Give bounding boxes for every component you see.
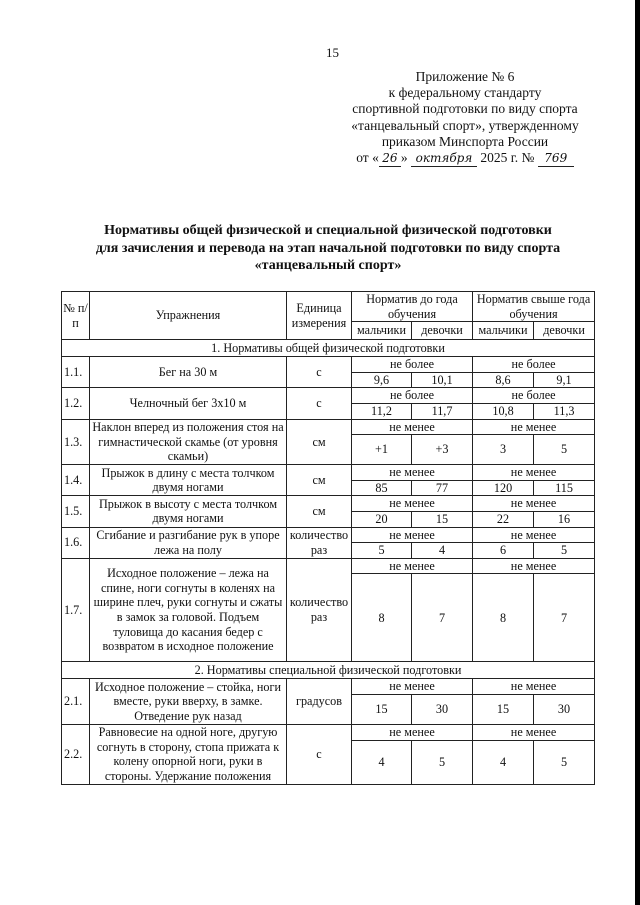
annex-line: «танцевальный спорт», утвержденному xyxy=(351,117,579,133)
value-cell: 16 xyxy=(534,511,595,527)
annex-line: Приложение № 6 xyxy=(415,69,515,84)
row-condition: не менее xyxy=(352,527,473,543)
handwritten-month: октября xyxy=(411,150,477,167)
row-unit: с xyxy=(287,724,352,784)
value-cell: 10,8 xyxy=(473,403,534,419)
value-cell: 10,1 xyxy=(412,372,473,388)
value-cell: 7 xyxy=(412,574,473,662)
value-cell: +1 xyxy=(352,435,412,465)
row-num: 1.2. xyxy=(62,388,90,419)
row-condition: не менее xyxy=(352,465,473,481)
row-condition: не менее xyxy=(473,724,595,740)
row-unit: градусов xyxy=(287,679,352,725)
row-num: 1.1. xyxy=(62,357,90,388)
row-unit: с xyxy=(287,357,352,388)
value-cell: 4 xyxy=(473,740,534,784)
row-condition: не менее xyxy=(473,679,595,695)
value-cell: 115 xyxy=(534,480,595,496)
header-num: № п/п xyxy=(62,292,90,340)
handwritten-day: 26 xyxy=(379,150,401,167)
annex-date-line: от « 26 » октября 2025 г. № 769 xyxy=(330,150,600,167)
row-unit: количество раз xyxy=(287,527,352,558)
value-cell: 120 xyxy=(473,480,534,496)
header-girls: девочки xyxy=(534,322,595,340)
document-title: Нормативы общей физической и специальной физической подготовки для зачисления и перевода на этап начальной подготовки по виду спорта «танцевальный спорт» xyxy=(95,223,561,273)
row-condition: не более xyxy=(473,357,595,373)
row-num: 1.3. xyxy=(62,419,90,465)
row-unit: количество раз xyxy=(287,558,352,662)
row-unit: с xyxy=(287,388,352,419)
header-girls: девочки xyxy=(412,322,473,340)
header-unit: Единица измерения xyxy=(287,292,352,340)
value-cell: 4 xyxy=(412,543,473,559)
annex-line: спортивной подготовки по виду спорта xyxy=(352,101,578,117)
header-group-after-first-year: Норматив свыше года обучения xyxy=(473,292,595,322)
value-cell: 5 xyxy=(534,435,595,465)
value-cell: 15 xyxy=(352,694,412,724)
scan-edge xyxy=(635,0,640,905)
row-num: 2.1. xyxy=(62,679,90,725)
value-cell: 9,1 xyxy=(534,372,595,388)
value-cell: 3 xyxy=(473,435,534,465)
section-title: 1. Нормативы общей физической подготовки xyxy=(62,340,595,357)
value-cell: 30 xyxy=(412,694,473,724)
row-condition: не менее xyxy=(352,724,473,740)
row-condition: не более xyxy=(352,357,473,373)
value-cell: 5 xyxy=(412,740,473,784)
row-num: 1.5. xyxy=(62,496,90,527)
header-boys: мальчики xyxy=(352,322,412,340)
value-cell: 15 xyxy=(412,511,473,527)
value-cell: 77 xyxy=(412,480,473,496)
section-title: 2. Нормативы специальной физической подготовки xyxy=(62,662,595,679)
page-number: 15 xyxy=(326,45,339,60)
value-cell: +3 xyxy=(412,435,473,465)
row-exercise: Челночный бег 3х10 м xyxy=(90,388,287,419)
value-cell: 11,7 xyxy=(412,403,473,419)
row-exercise: Исходное положение – лежа на спине, ноги согнуты в коленях на ширине плеч, руки согнуты и сжаты в замок за головой. Подъем туловища до касания бедер с возвратом в исходное положение xyxy=(90,558,287,662)
row-condition: не менее xyxy=(352,558,473,574)
value-cell: 20 xyxy=(352,511,412,527)
row-num: 1.7. xyxy=(62,558,90,662)
value-cell: 6 xyxy=(473,543,534,559)
value-cell: 8,6 xyxy=(473,372,534,388)
row-exercise: Бег на 30 м xyxy=(90,357,287,388)
row-condition: не менее xyxy=(352,419,473,435)
handwritten-order-number: 769 xyxy=(538,150,574,167)
row-exercise: Исходное положение – стойка, ноги вместе, руки вверху, в замке. Отведение рук назад xyxy=(90,679,287,725)
row-num: 2.2. xyxy=(62,724,90,784)
row-condition: не менее xyxy=(473,527,595,543)
row-num: 1.6. xyxy=(62,527,90,558)
row-unit: см xyxy=(287,419,352,465)
row-unit: см xyxy=(287,496,352,527)
row-condition: не более xyxy=(352,388,473,404)
row-condition: не менее xyxy=(473,558,595,574)
value-cell: 4 xyxy=(352,740,412,784)
row-exercise: Наклон вперед из положения стоя на гимнастической скамье (от уровня скамьи) xyxy=(90,419,287,465)
value-cell: 7 xyxy=(534,574,595,662)
row-exercise: Прыжок в высоту с места толчком двумя ногами xyxy=(90,496,287,527)
value-cell: 8 xyxy=(473,574,534,662)
value-cell: 9,6 xyxy=(352,372,412,388)
annex-block xyxy=(330,69,600,167)
row-condition: не менее xyxy=(473,419,595,435)
value-cell: 30 xyxy=(534,694,595,724)
row-condition: не менее xyxy=(473,465,595,481)
header-exercise: Упражнения xyxy=(90,292,287,340)
row-exercise: Сгибание и разгибание рук в упоре лежа на полу xyxy=(90,527,287,558)
value-cell: 11,2 xyxy=(352,403,412,419)
row-condition: не менее xyxy=(352,496,473,512)
value-cell: 8 xyxy=(352,574,412,662)
annex-line: к федеральному стандарту xyxy=(388,85,542,101)
header-group-first-year: Норматив до года обучения xyxy=(352,292,473,322)
row-condition: не менее xyxy=(352,679,473,695)
value-cell: 85 xyxy=(352,480,412,496)
row-condition: не более xyxy=(473,388,595,404)
row-unit: см xyxy=(287,465,352,496)
value-cell: 11,3 xyxy=(534,403,595,419)
header-boys: мальчики xyxy=(473,322,534,340)
value-cell: 15 xyxy=(473,694,534,724)
value-cell: 5 xyxy=(534,740,595,784)
norms-table xyxy=(61,291,595,785)
value-cell: 5 xyxy=(534,543,595,559)
annex-line: приказом Минспорта России xyxy=(381,133,549,149)
value-cell: 5 xyxy=(352,543,412,559)
value-cell: 22 xyxy=(473,511,534,527)
row-num: 1.4. xyxy=(62,465,90,496)
row-exercise: Прыжок в длину с места толчком двумя ногами xyxy=(90,465,287,496)
row-condition: не менее xyxy=(473,496,595,512)
row-exercise: Равновесие на одной ноге, другую согнуть в сторону, стопа прижата к колену опорной ноги, руки в стороны. Удержание положения xyxy=(90,724,287,784)
